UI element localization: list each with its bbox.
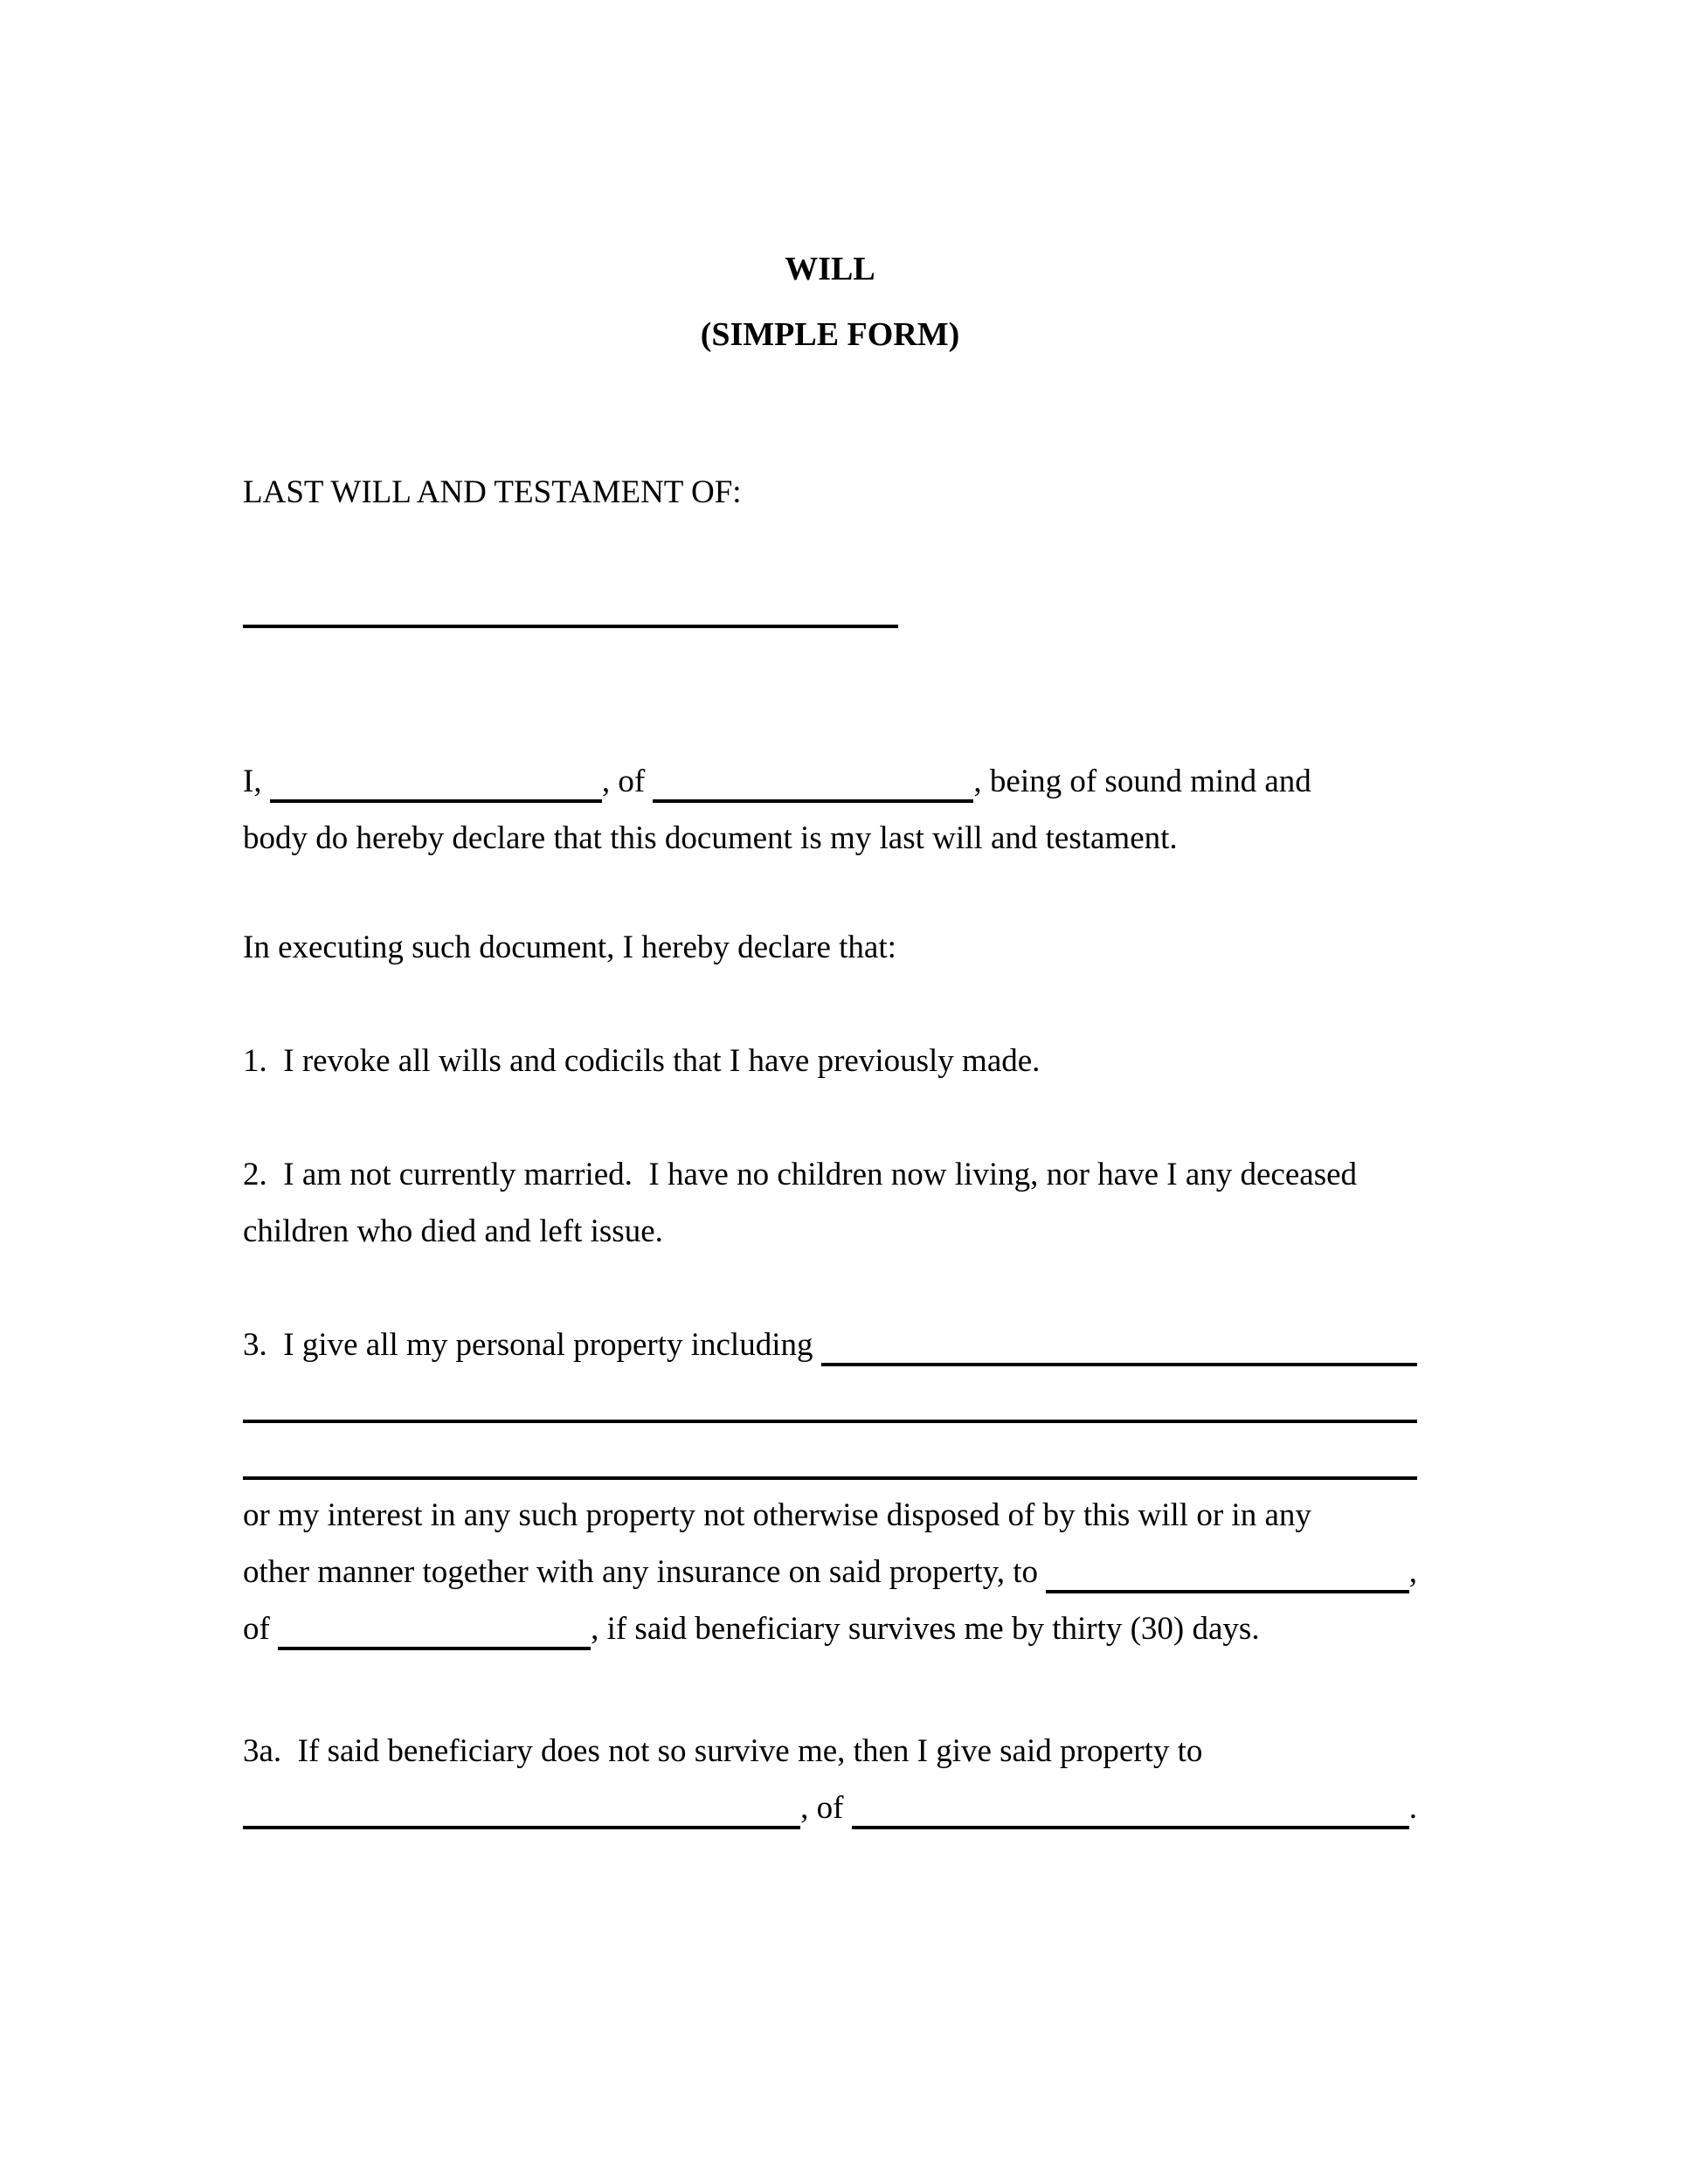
personal-property-blank-2[interactable] — [243, 1420, 1417, 1423]
declaration-line — [243, 919, 1417, 976]
intro-text-2: , of — [601, 764, 654, 799]
last-will-heading: LAST WILL AND TESTAMENT OF: — [243, 474, 742, 510]
testator-residence-blank[interactable] — [653, 799, 973, 803]
intro-line-2 — [243, 810, 1417, 867]
item-3-text-5: of — [243, 1611, 279, 1647]
item-3a-text-2: , of — [800, 1790, 852, 1826]
item-3-text-6: , if said beneficiary survives me by thirty (30) days. — [591, 1611, 1260, 1647]
document-title: WILL — [785, 251, 875, 287]
intro-paragraph — [243, 753, 1417, 867]
personal-property-blank-3[interactable] — [243, 1476, 1417, 1480]
item-3-line-2 — [243, 1373, 1417, 1430]
document-subtitle: (SIMPLE FORM) — [700, 316, 960, 353]
item-3-line-6 — [243, 1600, 1417, 1657]
item-3a-line-1 — [243, 1723, 1417, 1780]
item-3-text-1: 3. I give all my personal property including — [243, 1327, 821, 1363]
item-3-text-4: , — [1408, 1554, 1417, 1590]
item-2-line-1 — [243, 1146, 1417, 1203]
beneficiary-residence-blank[interactable] — [278, 1647, 591, 1650]
intro-text-4: body do hereby declare that this document is my last will and testament. — [243, 820, 1178, 856]
declaration-text: In executing such document, I hereby declare that: — [243, 930, 896, 965]
item-2-text-1: 2. I am not currently married. I have no children now living, nor have I any deceased — [243, 1157, 1358, 1192]
item-3a-line-2 — [243, 1780, 1417, 1836]
item-1-line — [243, 1033, 1417, 1089]
item-3-line-5 — [243, 1544, 1417, 1600]
personal-property-blank-1[interactable] — [821, 1363, 1417, 1366]
item-3-line-4 — [243, 1487, 1417, 1544]
document-title-block — [243, 237, 1417, 368]
item-3-line-3 — [243, 1430, 1417, 1487]
item-3-text-2: or my interest in any such property not otherwise disposed of by this will or in any — [243, 1497, 1311, 1533]
item-3-text-3: other manner together with any insurance on said property, to — [243, 1554, 1047, 1590]
alternate-beneficiary-name-blank[interactable] — [243, 1826, 800, 1829]
testator-name-blank[interactable] — [243, 625, 898, 628]
intro-line-1 — [243, 753, 1417, 810]
item-2-paragraph — [243, 1146, 1417, 1260]
declaration-paragraph — [243, 919, 1417, 976]
alternate-beneficiary-residence-blank[interactable] — [852, 1826, 1409, 1829]
intro-text-1: I, — [243, 764, 270, 799]
item-1-text: 1. I revoke all wills and codicils that I have previously made. — [243, 1043, 1041, 1079]
item-2-text-2: children who died and left issue. — [243, 1213, 663, 1249]
item-3a-text-1: 3a. If said beneficiary does not so survive me, then I give said property to — [243, 1733, 1203, 1769]
item-3-paragraph — [243, 1317, 1417, 1657]
item-3-line-1 — [243, 1317, 1417, 1373]
item-3a-text-3: . — [1408, 1790, 1418, 1826]
item-2-line-2 — [243, 1203, 1417, 1260]
intro-text-3: , being of sound mind and — [973, 764, 1311, 799]
item-3a-paragraph — [243, 1723, 1417, 1836]
item-1-paragraph — [243, 1033, 1417, 1089]
testator-name-inline-blank[interactable] — [270, 799, 602, 803]
beneficiary-name-blank[interactable] — [1046, 1590, 1409, 1593]
